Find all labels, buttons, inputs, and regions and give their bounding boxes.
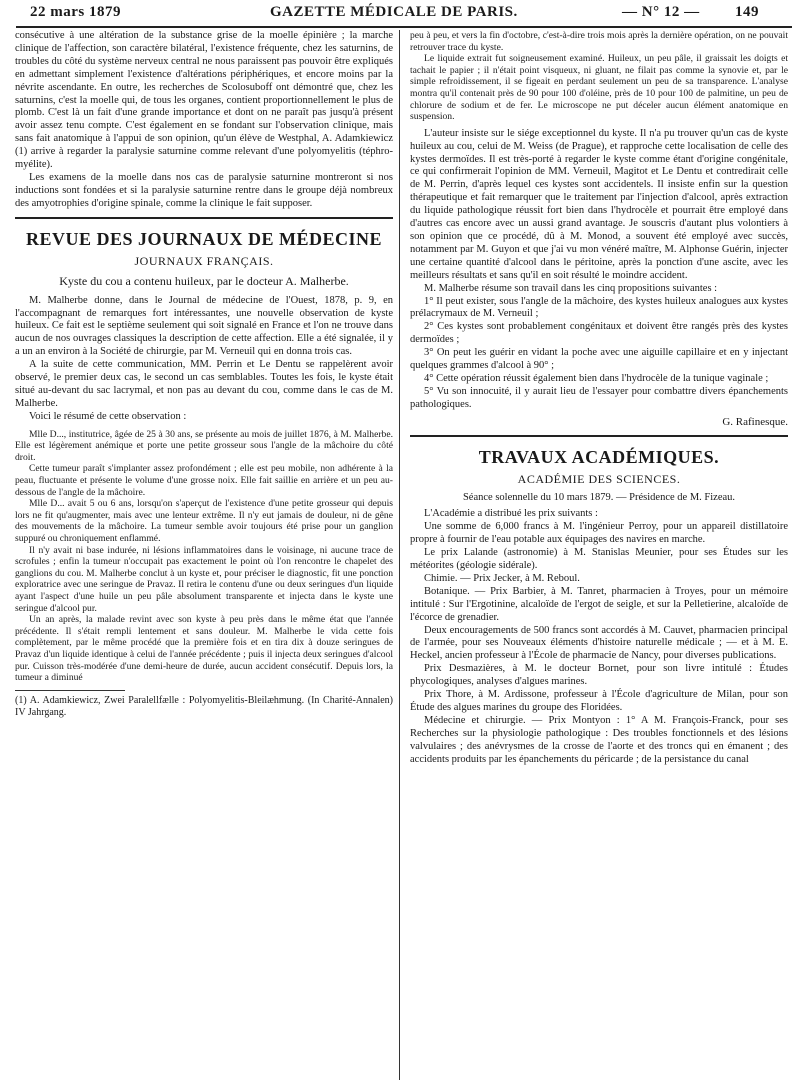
signature: G. Rafinesque. (722, 415, 788, 428)
footnote: (1) A. Adamkiewicz, Zwei Paralellfælle : Polyomyelitis-Bleilæhmung. (In Charité-Annalen) IV Jahrgang. (15, 694, 393, 718)
section-rule (15, 217, 393, 219)
observation-paragraph: Mlle D... avait 5 ou 6 ans, lorsqu'on s'aperçut de l'existence d'une petite grosseur qui depuis lors ne fit qu'augmenter, mais avec une lenteur extrême. Il n'y eut jamais de douleur, ni de gêne des mouvements de la mâchoire. La tumeur semble avoir toujours été prise pour un ganglion suppuré ou chroniquement enflammé. (15, 498, 393, 544)
issue-number: — N° 12 — (622, 4, 700, 20)
paragraph: A la suite de cette communication, MM. Perrin et Le Dentu se rappelèrent avoir observé, le premier deux cas, le second un cas semblables. Toutes les fois, le kyste était situé au-devant du sac lacrymal, et non pas au devant du cou, comme dans le cas de M. Malherbe. (15, 359, 393, 409)
paragraph: Botanique. — Prix Barbier, à M. Tanret, pharmacien à Troyes, pour un mémoire intitulé : Sur l'Ergotinine, alcaloïde de l'ergot de seigle, et sur la Pelletierine, alcaloïde de l'écorce de grenadier. (410, 585, 788, 623)
observation-paragraph: Il n'y avait ni base indurée, ni lésions inflammatoires dans le voisinage, ni aucune trace de scrofules ; enfin la tumeur n'occupait pas exactement le point où l'on rencontre le chapelet des ganglions du cou. M. Malherbe conclut à un kyste et, pour préciser le diagnostic, fit une ponction exploratrice avec une seringue de Pravaz. Il retira le contenu d'une ou deux seringues d'un liquide ayant l'aspect d'une huile un peu pâle absolument transparente et injecta dans le kyste une seringue d'alcool pur. (15, 544, 393, 614)
section-rule (410, 435, 788, 437)
paragraph: consécutive à une altération de la substance grise de la moelle épinière ; la marche clinique de l'affection, son caractère bilatéral, l'existence fréquente, chez les saturnins, de troubles du côté du système nerveux central ne nous paraissent pas pouvoir être expliqués en admettant simplement l'existence d'altérations périphériques, et encore moins par la névrite ascendante. En outre, les recherches de Scolosuboff ont démontré que, chez les saturnins, c'est la moelle qui, de tous les organes, contient proportionnellement le plus de plomb. C'est là un fait d'une grande importance et dont on ne paraît pas jusqu'à présent avoir assez tenu compte. C'est également en se fondant sur l'observation clinique, mais sans fait anatomique à l'appui de son opinion, qu'un élève de Westphal, A. Adamkiewicz (1) arrive à regarder la paralysie saturnine comme relevant d'une polyomyelitis (téphro-myélite). (15, 30, 393, 171)
article-title: Kyste du cou a contenu huileux, par le docteur A. Malherbe. (59, 273, 349, 288)
page-number: 149 (735, 4, 759, 20)
observation-paragraph: Mlle D..., institutrice, âgée de 25 à 30 ans, se présente au mois de juillet 1876, à M. Malherbe. Elle est légèrement anémique et porte une petite grosseur sous l'angle de la mâchoire du côté droit. (15, 428, 393, 463)
header-rule (16, 26, 792, 28)
proposition-3: 3° On peut les guérir en vidant la poche avec une aiguille capillaire et en y injectant quelques grammes d'alcool à 90° ; (410, 347, 788, 372)
proposition-4: 4° Cette opération réussit également bien dans l'hydrocèle de la tunique vaginale ; (424, 372, 769, 384)
paragraph: M. Malherbe donne, dans le Journal de médecine de l'Ouest, 1878, p. 9, en l'accompagnant de remarques fort intéressantes, une nouvelle observation de kyste huileux. Ce fait est le septième seulement qui soit signalé en France et l'on ne trouve dans aucun de nos ouvrages classiques la description de cette affection. Elle a été signalée, il y a un an environ à la Société de chirurgie, par M. Verneuil qui en donna trois cas. (15, 294, 393, 358)
journal-title: GAZETTE MÉDICALE DE PARIS. (270, 4, 518, 20)
session-line: Séance solennelle du 10 mars 1879. — Présidence de M. Fizeau. (462, 491, 736, 503)
section-title: TRAVAUX ACADÉMIQUES. (478, 446, 720, 467)
paragraph: Prix Thore, à M. Ardissone, professeur à l'École d'agriculture de Milan, pour son Étude des algues marines du groupe des Floridées. (410, 689, 788, 713)
paragraph: Les examens de la moelle dans nos cas de paralysie saturnine montreront si nos inductions sont fondées et si la paralysie saturnine rentre dans le groupe déjà nombreux des amyotrophies d'origine spinale, comme la clinique le fait supposer. (15, 171, 393, 209)
right-column (410, 30, 788, 767)
paragraph: M. Malherbe résume son travail dans les cinq propositions suivantes : (424, 282, 718, 294)
paragraph: Une somme de 6,000 francs à M. l'ingénieur Perroy, pour un appareil distillatoire propre à fournir de l'eau potable aux équipages des navires en marche. (410, 521, 788, 546)
paragraph: peu à peu, et vers la fin d'octobre, c'est-à-dire trois mois après la dernière opération, on ne pouvait retrouver trace du kyste. (410, 30, 788, 53)
paragraph: Chimie. — Prix Jecker, à M. Reboul. (424, 572, 580, 584)
observation-paragraph: Un an après, la malade revint avec son kyste à peu près dans le même état que l'année précédente. Il s'était rempli lentement et sans douleur. M. Malherbe le vida cette fois complètement, par le même procédé que la première fois et en tira dix à douze seringues de Pravaz d'un liquide identique à celui de l'année précédente ; puis il injecta deux seringues d'alcool pur. Cuisson très-modérée d'une demi-heure de durée, aucun accident consécutif. Depuis lors, la tumeur a diminué (15, 614, 393, 684)
proposition-1: 1° Il peut exister, sous l'angle de la mâchoire, des kystes huileux analogues aux kystes prélacrymaux de M. Verneuil ; (410, 295, 788, 320)
paragraph: Prix Desmazières, à M. le docteur Bornet, pour son livre intitulé : Études phycologiques, analyses d'algues marines. (410, 663, 788, 688)
column-divider (399, 30, 400, 1080)
proposition-5: 5° Vu son innocuité, il y aurait lieu de l'essayer pour combattre divers épanchements pathologiques. (410, 385, 788, 410)
footnote-rule (15, 690, 125, 691)
header-date: 22 mars 1879 (30, 4, 121, 20)
paragraph: Le liquide extrait fut soigneusement examiné. Huileux, un peu pâle, il graissait les doigts et tachait le papier ; il n'était point visqueux, ni gluant, ne filait pas comme la synovie et, par le simple refroidissement, il se figeait en perdant seulement un peu de sa transparence. L'analyse montra qu'il contenait près de 90 pour 100 d'oléine, près de 10 pour 100 de palmitine, un peu de chlorure de sodium et de fer. Le microscope ne put déceler aucun élément anatomique en suspension. (410, 53, 788, 123)
section-title: REVUE DES JOURNAUX DE MÉDECINE (25, 228, 383, 249)
observation-paragraph: Cette tumeur paraît s'implanter assez profondément ; elle est peu mobile, non adhérente à la peau, fluctuante et présente le volume d'une grosse noix. Elle fait saillie en arrière et un peu au-dessous de l'angle de la mâchoire. (15, 463, 393, 498)
section-subtitle: JOURNAUX FRANÇAIS. (134, 253, 274, 268)
paragraph: Voici le résumé de cette observation : (29, 410, 187, 422)
paragraph: Deux encouragements de 500 francs sont accordés à M. Cauvet, pharmacien principal de l'armée, pour ses Nouveaux éléments d'histoire naturelle médicale ; — et à M. E. Heckel, ancien professeur à l'École de pharmacie de Nancy, pour diverses publications. (410, 624, 788, 662)
paragraph: L'auteur insiste sur le siége exceptionnel du kyste. Il n'a pu trouver qu'un cas de kyste huileux au cou, celui de M. Weiss (de Prague), et rapproche cette localisation de celle des kystes dermoïdes. Il est très-porté à regarder le kyste comme étant d'origine congénitale, ce qui confirmerait l'opinion de MM. Verneuil, Magitot et Le Dentu et contredirait celle de M. Perrin, d'après lequel ces kystes sont accidentels. Il insiste enfin sur la question thérapeutique et fait remarquer que le traitement par l'injection d'alcool, après extraction du liquide pathologique réussit fort bien dans l'hydrocèle et pourrait être employé dans d'autres cas encore avec un aussi grand avantage. Je souscris d'autant plus volontiers à son opinion que ce procédé, dû à M. Monod, a souvent été employé avec succès, notamment par M. Guyon et que j'ai vu mon vénéré maître, M. Alphonse Guérin, injecter une certaine quantité d'alcool dans le péritoine, après la ponction d'une ascite, avec les meilleurs résultats et sans qu'il en soit résulté le moindre accident. (410, 127, 788, 281)
left-column (15, 30, 393, 719)
page-header (0, 0, 800, 26)
paragraph: Le prix Lalande (astronomie) à M. Stanislas Meunier, pour ses Études sur les météorites (géologie sidérale). (410, 547, 788, 572)
paragraph: L'Académie a distribué les prix suivants : (424, 508, 598, 520)
proposition-2: 2° Ces kystes sont probablement congénitaux et doivent être rangés près des kystes dermoïdes ; (410, 321, 788, 346)
section-subtitle: ACADÉMIE DES SCIENCES. (517, 471, 681, 486)
paragraph: Médecine et chirurgie. — Prix Montyon : 1° A M. François-Franck, pour ses Recherches sur la physiologie pathologique : Des troubles fonctionnels et des lésions valvulaires ; des anévrysmes de la crosse de l'aorte et des troncs qui en émanent ; des accidents produits par les épanchements du péricarde ; de la persistance du canal (410, 714, 788, 765)
